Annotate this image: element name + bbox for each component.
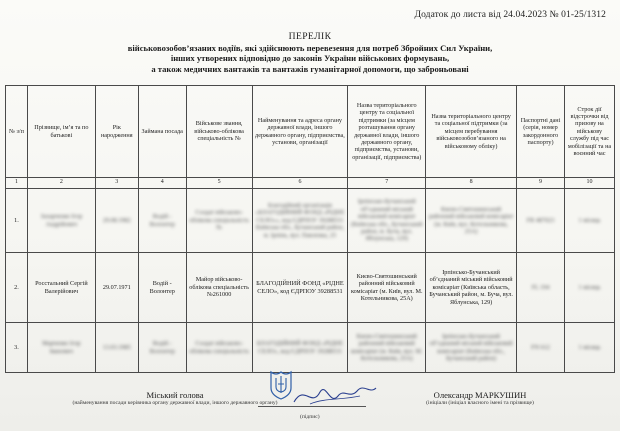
table-row — [6, 323, 615, 373]
row-number: 1. — [6, 189, 28, 253]
signatory-position — [55, 390, 295, 407]
driver-name: Марченко Ігор Іванович — [27, 323, 95, 373]
column-number: 2 — [27, 178, 95, 189]
column-number-row — [6, 178, 615, 189]
header-cell: № з/п — [6, 86, 28, 178]
header-cell: Рік народження — [95, 86, 138, 178]
military-rank: Солдат військово-облікова спеціальність № — [186, 189, 252, 253]
position-title: Міський голова — [146, 390, 204, 400]
signatory-full-name: Олександр МАРКУШИН — [433, 390, 527, 400]
tcc-by-organization: Києво-Святошинський районний військовий комісаріат (м. Київ, вул. М. Котельникова, 25А) — [348, 253, 426, 323]
military-rank: Майор військово-облікова спеціальність №261000 — [186, 253, 252, 323]
column-number: 8 — [426, 178, 517, 189]
column-number: 5 — [186, 178, 252, 189]
driver-name: Захарченко Ігор Андрійович — [27, 189, 95, 253]
header-cell: Назва територіального центру та соціальної підтримки (за місцем перебування військовозобов’язаного на військовому обліку) — [426, 86, 517, 178]
appendix-reference: Додаток до листа від 24.04.2023 № 01-25/1312 — [414, 10, 606, 20]
tcc-by-registration: Києво-Святошинський районний військовий комісаріат (м. Київ, вул. Котельникова, 25А) — [426, 189, 517, 253]
table-row — [6, 253, 615, 323]
deferral-term: 1 місяць — [565, 253, 615, 323]
signature-caption: (підпис) — [300, 414, 320, 420]
column-number: 3 — [95, 178, 138, 189]
title-line-4: а також медичних вантажів та вантажів гуманітарної допомоги, що заброньовані — [151, 63, 469, 74]
birth-year: 29.08.1982 — [95, 189, 138, 253]
row-number: 3. — [6, 323, 28, 373]
organization: БЛАГОДІЙНИЙ ФОНД «РІДНЕ СЕЛО», код ЄДРПОУ 39288531 — [252, 323, 348, 373]
header-cell: Найменування та адреса органу державної влади, іншого державного органу, підприємства, установи, організації — [252, 86, 348, 178]
column-number: 10 — [565, 178, 615, 189]
deferral-term: 1 місяць — [565, 323, 615, 373]
row-number: 2. — [6, 253, 28, 323]
header-cell: Прізвище, ім’я та по батькові — [27, 86, 95, 178]
tcc-by-organization: Києво-Святошинський районний військовий комісаріат (м. Київ, вул. М. Котельникова, 25А) — [348, 323, 426, 373]
title-line-2: військовозобов’язаних водіїв, які здійснюють перевезення для потреб Збройних Сил України, — [127, 42, 493, 53]
column-number: 4 — [138, 178, 186, 189]
organization: БЛАГОДІЙНИЙ ФОНД «РІДНЕ СЕЛО», код ЄДРПОУ 39288531 — [252, 253, 348, 323]
header-cell: Займана посада — [138, 86, 186, 178]
position: Водій - Волонтер — [138, 253, 186, 323]
passport-data: FN 612 — [517, 323, 565, 373]
column-number: 7 — [348, 178, 426, 189]
header-cell: Строк дії відстрочки від призову на військову службу під час мобілізації та на воєнний час — [565, 86, 615, 178]
organization: Благодійний організація «БЛАГОДІЙНИЙ ФОНД «РІДНЕ СЕЛО»», код ЄДРПОУ 39288531 Київська обл., Бучанський район, м. Ірпінь, вул. Павленка, 25 — [252, 189, 348, 253]
tcc-by-registration: Ірпінсько-Бучанський об’єднаний міський військовий комісаріат (Київська область, Бучанський район, м. Буча, вул. Яблунська, 129) — [426, 253, 517, 323]
position: Водій - Волонтер — [138, 189, 186, 253]
tcc-by-registration: Ірпінсько-Бучанський об’єднаний міський військовий комісаріат (Київська обл., Бучанський район) — [426, 323, 517, 373]
header-cell: Військове звання, військово-облікова спеціальність № — [186, 86, 252, 178]
header-cell: Паспортні дані (серія, номер закордонного паспорту) — [517, 86, 565, 178]
birth-year: 29.07.1971 — [95, 253, 138, 323]
table-row — [6, 189, 615, 253]
header-cell: Назва територіального центру та соціальної підтримки (за місцем розташування органу державної влади, іншого державного органу, підприємства, установи, організації, підприємства) — [348, 86, 426, 178]
title-line-1: ПЕРЕЛІК — [288, 31, 332, 42]
passport-data: FR 487023 — [517, 189, 565, 253]
title-line-3: інших утворених відповідно до законів України військових формувань, — [170, 53, 450, 64]
name-note: (ініціали (ініціал власного імені та прізвище) — [426, 400, 534, 406]
military-rank: Солдат військово-облікова спеціальність — [186, 323, 252, 373]
column-number: 9 — [517, 178, 565, 189]
document-title — [20, 32, 600, 74]
header-row — [6, 86, 615, 178]
column-number: 1 — [6, 178, 28, 189]
tcc-by-organization: Ірпінсько-Бучанський об’єднаний міський військовий комісаріат (Київська обл., Бучанський район, м. Буча, вул. Яблунська, 129) — [348, 189, 426, 253]
drivers-table — [5, 85, 615, 373]
passport-data: FL 194 — [517, 253, 565, 323]
position: Водій - Волонтер — [138, 323, 186, 373]
position-note: (найменування посади керівника органу державної влади, іншого державного органу) — [72, 400, 278, 406]
driver-name: Росстальний Сергій Валерійович — [27, 253, 95, 323]
column-number: 6 — [252, 178, 348, 189]
signatory-name — [380, 390, 580, 407]
deferral-term: 1 місяць — [565, 189, 615, 253]
birth-year: 13.03.1985 — [95, 323, 138, 373]
